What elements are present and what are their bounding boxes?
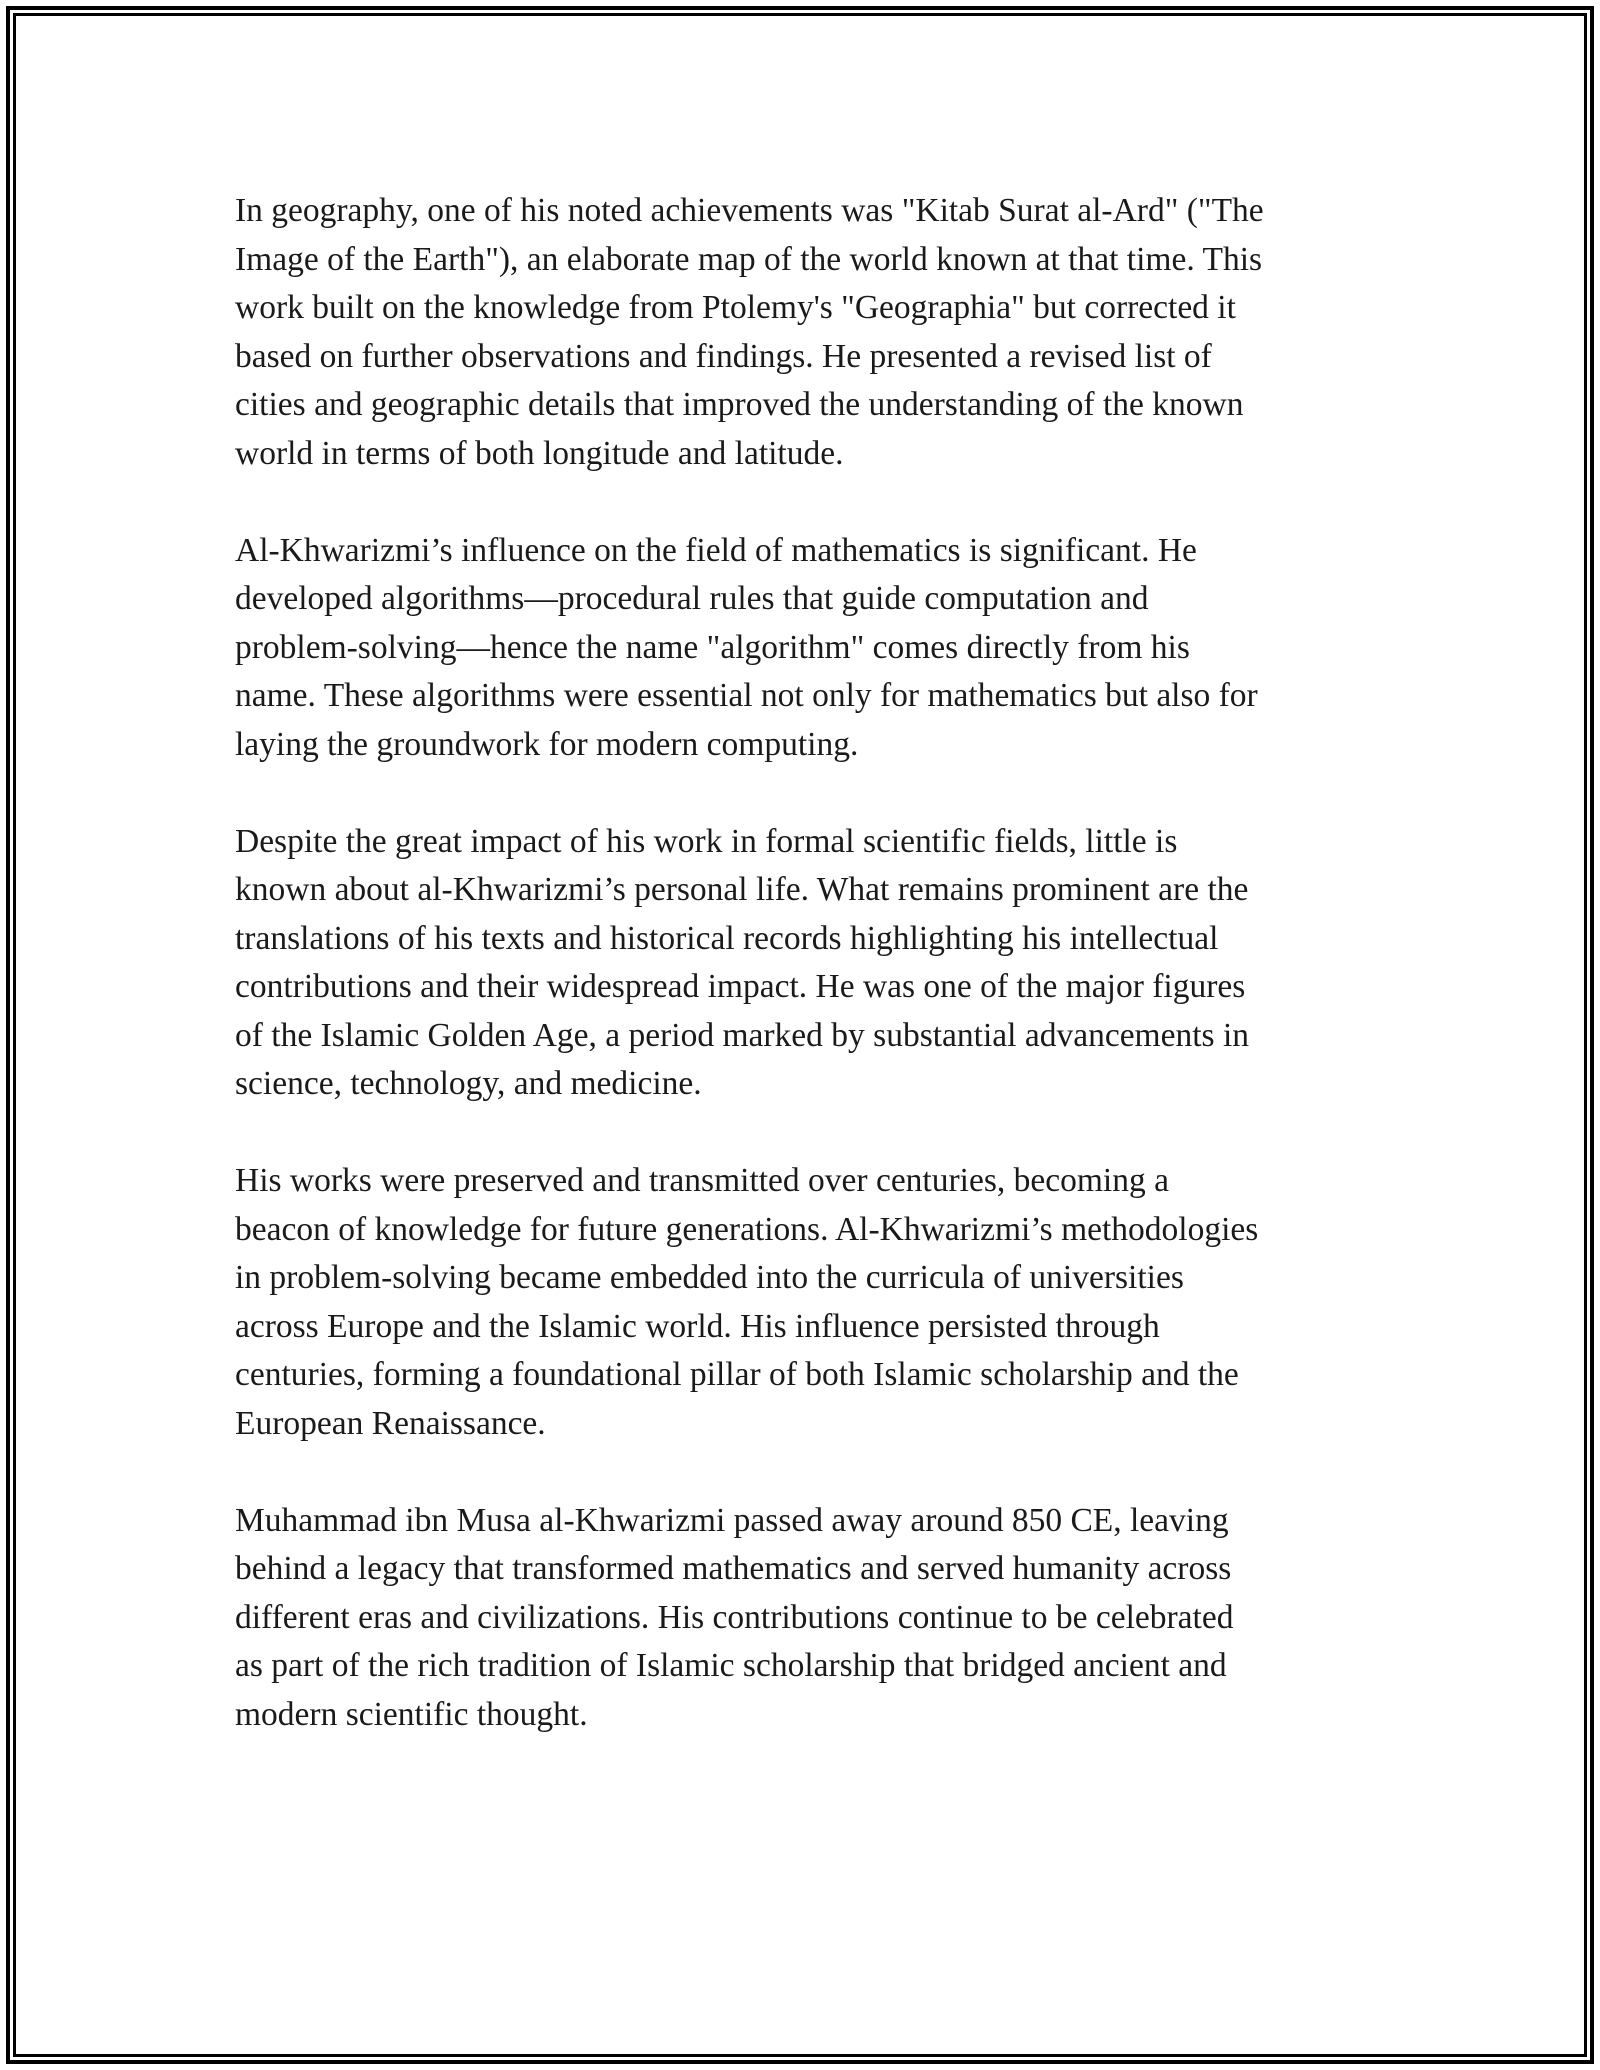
paragraph-geography: In geography, one of his noted achievements was "Kitab Surat al-Ard" ("The Image of the Earth"), an elaborate map of the world known at that time. This work built on the knowledge from Ptolemy's "Geographia" but corrected it based on further observations and findings. He presented a revised list of cities and geographic details that improved the understanding of the known world in terms of both longitude and latitude. bbox=[235, 192, 1264, 472]
paragraph-legacy-transmission: His works were preserved and transmitted over centuries, becoming a beacon of knowledge for future generations. Al-Khwarizmi’s methodologies in problem-solving became embedded into the curricula of universities across Europe and the Islamic world. His influence persisted through centuries, forming a foundational pillar of both Islamic scholarship and the European Renaissance. bbox=[235, 1162, 1259, 1442]
document-body bbox=[235, 187, 1375, 1788]
paragraph-death-legacy: Muhammad ibn Musa al-Khwarizmi passed away around 850 CE, leaving behind a legacy that transformed mathematics and served humanity across different eras and civilizations. His contributions continue to be celebrated as part of the rich tradition of Islamic scholarship that bridged ancient and modern scientific thought. bbox=[235, 1501, 1234, 1733]
paragraph-mathematics-influence: Al-Khwarizmi’s influence on the field of mathematics is significant. He developed algorithms—procedural rules that guide computation and problem-solving—hence the name "algorithm" comes directly from his name. These algorithms were essential not only for mathematics but also for laying the groundwork for modern computing. bbox=[235, 531, 1258, 763]
paragraph-personal-life: Despite the great impact of his work in formal scientific fields, little is known about al-Khwarizmi’s personal life. What remains prominent are the translations of his texts and historical records highlighting his intellectual contributions and their widespread impact. He was one of the major figures of the Islamic Golden Age, a period marked by substantial advancements in science, technology, and medicine. bbox=[235, 822, 1250, 1102]
